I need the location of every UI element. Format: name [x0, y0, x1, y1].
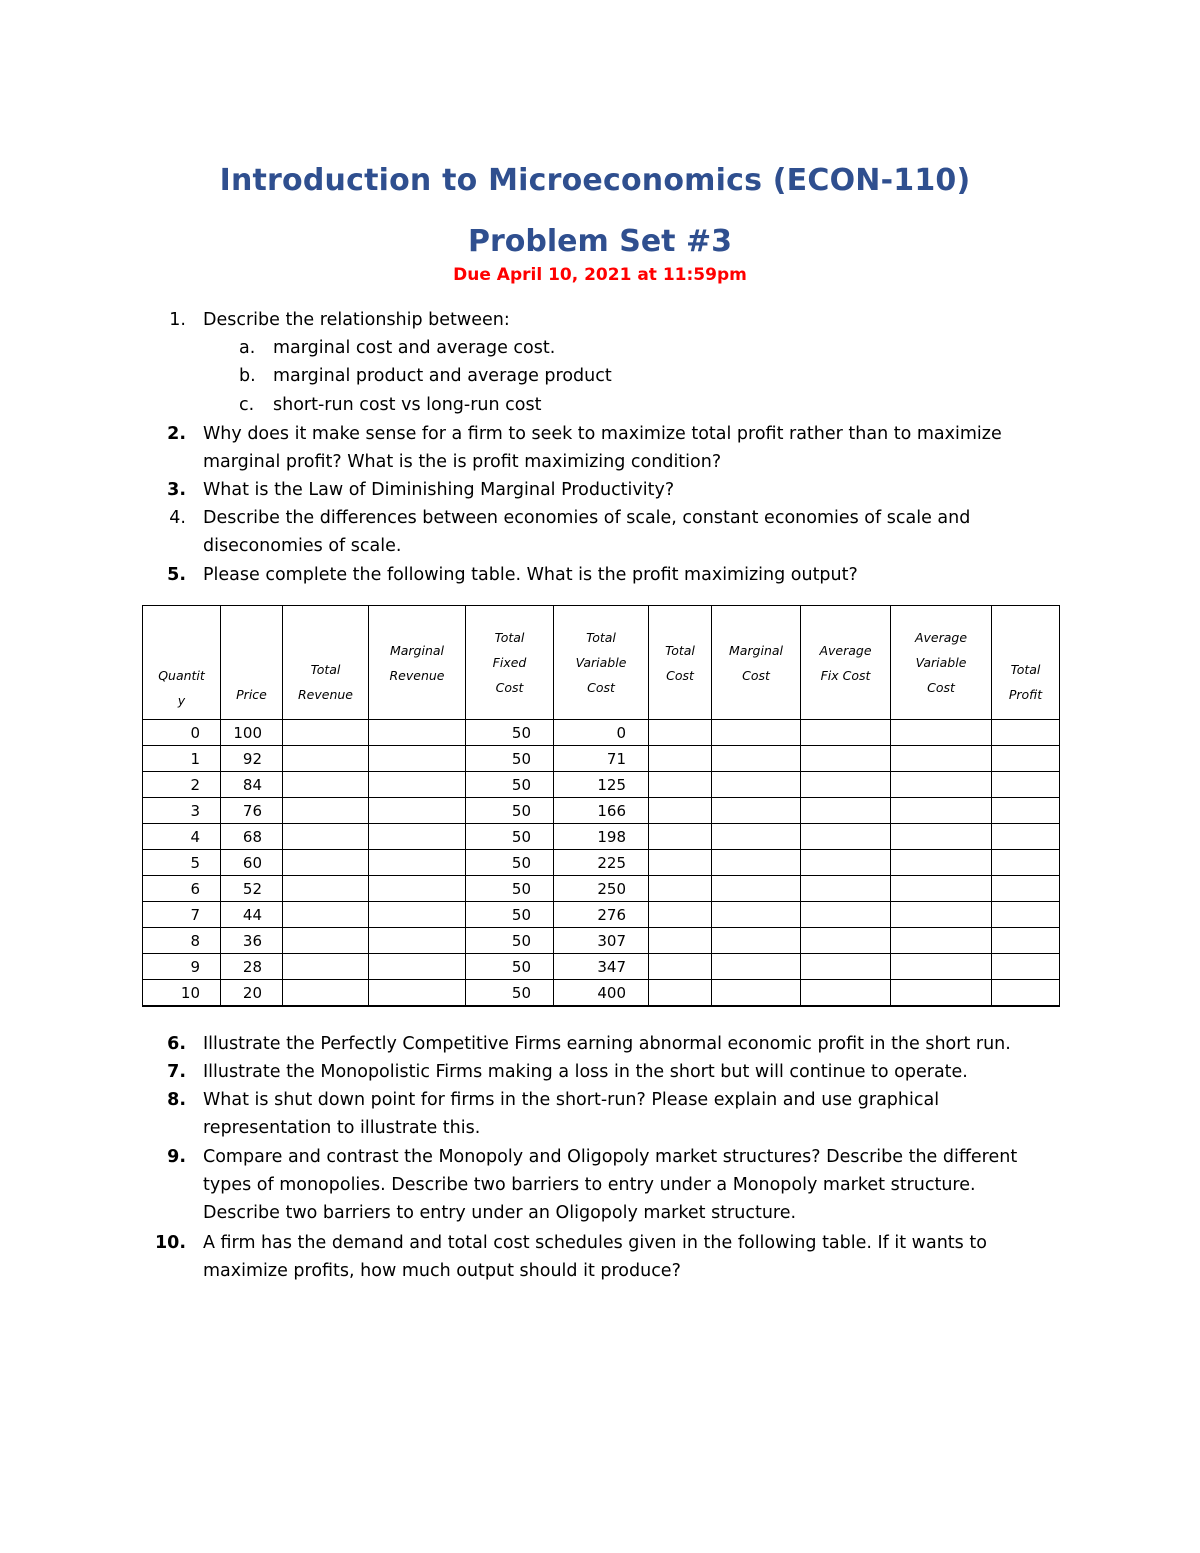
cell-total-profit[interactable]: [992, 850, 1060, 876]
cell-total-fixed-cost: 50: [466, 980, 554, 1007]
cell-total-profit[interactable]: [992, 876, 1060, 902]
cell-price: 36: [221, 928, 283, 954]
cell-average-fix-cost[interactable]: [801, 876, 891, 902]
cell-marginal-revenue[interactable]: [369, 746, 466, 772]
header-text: Variable: [575, 655, 627, 670]
cell-total-variable-cost: 166: [554, 798, 649, 824]
question-number: 9.: [167, 1147, 186, 1167]
header-text: Cost: [495, 680, 524, 695]
cell-marginal-cost[interactable]: [712, 902, 801, 928]
header-text: Quantit: [158, 668, 205, 683]
table-row: [143, 746, 1060, 772]
question-text: Why does it make sense for a firm to seek to maximize total profit rather than to maximize: [203, 424, 1002, 444]
cell-marginal-revenue[interactable]: [369, 980, 466, 1007]
cell-price: 68: [221, 824, 283, 850]
cell-price: 76: [221, 798, 283, 824]
cell-average-variable-cost[interactable]: [891, 928, 992, 954]
cell-total-cost[interactable]: [649, 772, 712, 798]
cell-marginal-revenue[interactable]: [369, 902, 466, 928]
cell-marginal-revenue[interactable]: [369, 720, 466, 746]
cell-marginal-revenue[interactable]: [369, 824, 466, 850]
cell-marginal-cost[interactable]: [712, 850, 801, 876]
question-number: 3.: [167, 480, 186, 500]
table-row: [143, 720, 1060, 746]
cell-total-cost[interactable]: [649, 980, 712, 1007]
cell-marginal-revenue[interactable]: [369, 928, 466, 954]
header-text: Revenue: [389, 667, 445, 683]
cell-quantity: 2: [143, 772, 221, 798]
cell-average-fix-cost[interactable]: [801, 980, 891, 1007]
table-row: [143, 954, 1060, 980]
question-number: 6.: [167, 1034, 186, 1054]
cell-total-revenue[interactable]: [283, 902, 369, 928]
cell-quantity: 4: [143, 824, 221, 850]
cell-total-profit[interactable]: [992, 902, 1060, 928]
cell-total-profit[interactable]: [992, 772, 1060, 798]
cell-marginal-cost[interactable]: [712, 720, 801, 746]
question-text: A firm has the demand and total cost schedules given in the following table. If it wants to: [203, 1233, 987, 1253]
cell-total-fixed-cost: 50: [466, 824, 554, 850]
due-date: Due April 10, 2021 at 11:59pm: [453, 265, 747, 285]
question-text: Illustrate the Monopolistic Firms making a loss in the short but will continue to operate.: [203, 1062, 968, 1082]
cell-average-variable-cost[interactable]: [891, 798, 992, 824]
question-number: 10.: [154, 1233, 186, 1253]
cell-total-revenue[interactable]: [283, 980, 369, 1007]
cell-total-fixed-cost: 50: [466, 798, 554, 824]
sub-question-text: short-run cost vs long-run cost: [273, 395, 542, 415]
cell-price: 52: [221, 876, 283, 902]
cell-total-cost[interactable]: [649, 902, 712, 928]
header-average-fix-cost: [801, 606, 891, 720]
question-text: Describe the differences between economies of scale, constant economies of scale and: [203, 508, 971, 528]
cell-marginal-cost[interactable]: [712, 928, 801, 954]
cell-price: 84: [221, 772, 283, 798]
cell-average-fix-cost[interactable]: [801, 954, 891, 980]
table-body: [143, 720, 1060, 1007]
cell-quantity: 9: [143, 954, 221, 980]
cost-table: [142, 605, 1060, 1007]
question-text: types of monopolies. Describe two barriers to entry under a Monopoly market structure.: [203, 1175, 976, 1195]
question-number: 5.: [167, 565, 186, 585]
cell-marginal-cost[interactable]: [712, 876, 801, 902]
question-number: 4.: [169, 508, 186, 528]
header-text: Cost: [927, 680, 955, 695]
cell-marginal-revenue[interactable]: [369, 798, 466, 824]
sub-question-letter: a.: [239, 338, 256, 358]
cell-marginal-cost[interactable]: [712, 954, 801, 980]
sub-question-text: marginal cost and average cost.: [273, 338, 556, 358]
cell-total-variable-cost: 0: [554, 720, 649, 746]
cell-quantity: 10: [143, 980, 221, 1007]
cell-total-cost[interactable]: [649, 876, 712, 902]
cell-average-variable-cost[interactable]: [891, 772, 992, 798]
cell-total-cost[interactable]: [649, 850, 712, 876]
question-text: marginal profit? What is the is profit maximizing condition?: [203, 452, 722, 472]
question-text: diseconomies of scale.: [203, 536, 402, 556]
cell-average-fix-cost[interactable]: [801, 720, 891, 746]
table-row: [143, 850, 1060, 876]
cell-total-fixed-cost: 50: [466, 772, 554, 798]
cell-average-fix-cost[interactable]: [801, 850, 891, 876]
table-row: [143, 798, 1060, 824]
cell-total-revenue[interactable]: [283, 824, 369, 850]
cell-marginal-revenue[interactable]: [369, 772, 466, 798]
header-text: Marginal: [389, 642, 445, 658]
cell-total-fixed-cost: 50: [466, 746, 554, 772]
cell-total-profit[interactable]: [992, 954, 1060, 980]
cell-total-profit[interactable]: [992, 980, 1060, 1007]
question-number: 8.: [167, 1090, 186, 1110]
header-text: Average: [914, 630, 968, 645]
cell-price: 100: [221, 720, 283, 746]
header-price: [221, 606, 283, 720]
table-header-row: [143, 606, 1060, 720]
question-number: 2.: [167, 424, 186, 444]
header-average-variable-cost: [891, 606, 992, 720]
header-marginal-cost: [712, 606, 801, 720]
cell-total-variable-cost: 276: [554, 902, 649, 928]
cell-average-fix-cost[interactable]: [801, 902, 891, 928]
cell-price: 28: [221, 954, 283, 980]
cell-average-fix-cost[interactable]: [801, 928, 891, 954]
cell-total-revenue[interactable]: [283, 746, 369, 772]
cell-total-revenue[interactable]: [283, 772, 369, 798]
cell-total-profit[interactable]: [992, 824, 1060, 850]
header-text: Total: [494, 630, 525, 645]
header-text: y: [177, 693, 186, 708]
cell-total-fixed-cost: 50: [466, 720, 554, 746]
cell-total-profit[interactable]: [992, 720, 1060, 746]
header-text: Cost: [742, 667, 770, 683]
header-text: Cost: [587, 680, 615, 695]
cell-total-revenue[interactable]: [283, 876, 369, 902]
question-text: Describe two barriers to entry under an Oligopoly market structure.: [203, 1203, 797, 1223]
header-total-revenue: [283, 606, 369, 720]
cell-marginal-cost[interactable]: [712, 746, 801, 772]
cell-total-variable-cost: 250: [554, 876, 649, 902]
cell-average-variable-cost[interactable]: [891, 954, 992, 980]
cell-total-revenue[interactable]: [283, 720, 369, 746]
cell-total-revenue[interactable]: [283, 850, 369, 876]
cell-quantity: 6: [143, 876, 221, 902]
cell-total-cost[interactable]: [649, 928, 712, 954]
cell-price: 20: [221, 980, 283, 1007]
cell-total-fixed-cost: 50: [466, 850, 554, 876]
header-text: Total: [665, 642, 695, 658]
cell-marginal-revenue[interactable]: [369, 850, 466, 876]
cell-quantity: 1: [143, 746, 221, 772]
cell-average-fix-cost[interactable]: [801, 798, 891, 824]
cell-marginal-cost[interactable]: [712, 824, 801, 850]
header-total-profit: [992, 606, 1060, 720]
sub-question-letter: c.: [239, 395, 255, 415]
cell-quantity: 8: [143, 928, 221, 954]
question-text: Illustrate the Perfectly Competitive Firms earning abnormal economic profit in the short run.: [203, 1034, 1011, 1054]
question-text: Please complete the following table. What is the profit maximizing output?: [203, 565, 858, 585]
question-text: Compare and contrast the Monopoly and Oligopoly market structures? Describe the different: [203, 1147, 1018, 1167]
cell-total-cost[interactable]: [649, 720, 712, 746]
cell-price: 60: [221, 850, 283, 876]
cell-average-variable-cost[interactable]: [891, 850, 992, 876]
header-quantity: [143, 606, 221, 720]
question-text: maximize profits, how much output should it produce?: [203, 1261, 681, 1281]
header-text: Average: [819, 642, 872, 658]
cell-marginal-revenue[interactable]: [369, 876, 466, 902]
cell-average-fix-cost[interactable]: [801, 824, 891, 850]
cell-total-variable-cost: 347: [554, 954, 649, 980]
cell-total-cost[interactable]: [649, 746, 712, 772]
header-text: Cost: [666, 667, 694, 683]
cell-total-fixed-cost: 50: [466, 928, 554, 954]
header-total-cost: [649, 606, 712, 720]
cell-price: 92: [221, 746, 283, 772]
cell-average-variable-cost[interactable]: [891, 720, 992, 746]
header-text: Price: [236, 687, 267, 702]
question-number: 1.: [169, 310, 186, 330]
question-text: representation to illustrate this.: [203, 1118, 481, 1138]
table-row: [143, 772, 1060, 798]
cell-quantity: 7: [143, 902, 221, 928]
cell-average-variable-cost[interactable]: [891, 824, 992, 850]
cell-quantity: 0: [143, 720, 221, 746]
document-title: Introduction to Microeconomics (ECON-110): [219, 163, 971, 198]
cell-average-fix-cost[interactable]: [801, 772, 891, 798]
cell-total-profit[interactable]: [992, 928, 1060, 954]
header-text: Revenue: [298, 687, 353, 702]
cell-total-revenue[interactable]: [283, 928, 369, 954]
header-total-fixed-cost: [466, 606, 554, 720]
cell-total-revenue[interactable]: [283, 954, 369, 980]
cell-marginal-cost[interactable]: [712, 798, 801, 824]
cell-total-revenue[interactable]: [283, 798, 369, 824]
cell-marginal-cost[interactable]: [712, 772, 801, 798]
header-text: Total: [1010, 662, 1041, 677]
cell-total-cost[interactable]: [649, 798, 712, 824]
cell-total-fixed-cost: 50: [466, 902, 554, 928]
header-text: Variable: [915, 655, 967, 670]
cell-total-variable-cost: 71: [554, 746, 649, 772]
header-text: Total: [310, 662, 341, 677]
cell-average-fix-cost[interactable]: [801, 746, 891, 772]
document-subtitle: Problem Set #3: [468, 224, 732, 259]
cell-total-variable-cost: 125: [554, 772, 649, 798]
cell-total-cost[interactable]: [649, 954, 712, 980]
table-row: [143, 876, 1060, 902]
cell-quantity: 5: [143, 850, 221, 876]
cell-marginal-revenue[interactable]: [369, 954, 466, 980]
header-text: Marginal: [728, 642, 784, 658]
table-row: [143, 902, 1060, 928]
question-text: What is shut down point for firms in the short-run? Please explain and use graphical: [203, 1090, 940, 1110]
header-text: Fixed: [492, 655, 527, 670]
cell-average-variable-cost[interactable]: [891, 902, 992, 928]
cell-quantity: 3: [143, 798, 221, 824]
sub-question-text: marginal product and average product: [273, 366, 612, 386]
header-text: Fix Cost: [820, 667, 871, 683]
question-text: Describe the relationship between:: [203, 310, 510, 330]
table-row: [143, 928, 1060, 954]
cell-total-variable-cost: 198: [554, 824, 649, 850]
cell-total-profit[interactable]: [992, 746, 1060, 772]
header-marginal-revenue: [369, 606, 466, 720]
cell-average-variable-cost[interactable]: [891, 746, 992, 772]
header-total-variable-cost: [554, 606, 649, 720]
cell-total-variable-cost: 400: [554, 980, 649, 1007]
header-text: Profit: [1008, 687, 1043, 702]
question-text: What is the Law of Diminishing Marginal Productivity?: [203, 480, 675, 500]
cell-price: 44: [221, 902, 283, 928]
question-number: 7.: [167, 1062, 186, 1082]
cell-average-variable-cost[interactable]: [891, 876, 992, 902]
cell-total-profit[interactable]: [992, 798, 1060, 824]
cell-total-variable-cost: 225: [554, 850, 649, 876]
cell-total-fixed-cost: 50: [466, 876, 554, 902]
table-row: [143, 980, 1060, 1007]
cell-average-variable-cost[interactable]: [891, 980, 992, 1007]
cell-total-cost[interactable]: [649, 824, 712, 850]
header-text: Total: [586, 630, 616, 645]
cell-marginal-cost[interactable]: [712, 980, 801, 1007]
table-row: [143, 824, 1060, 850]
cell-total-variable-cost: 307: [554, 928, 649, 954]
sub-question-letter: b.: [239, 366, 256, 386]
cell-total-fixed-cost: 50: [466, 954, 554, 980]
